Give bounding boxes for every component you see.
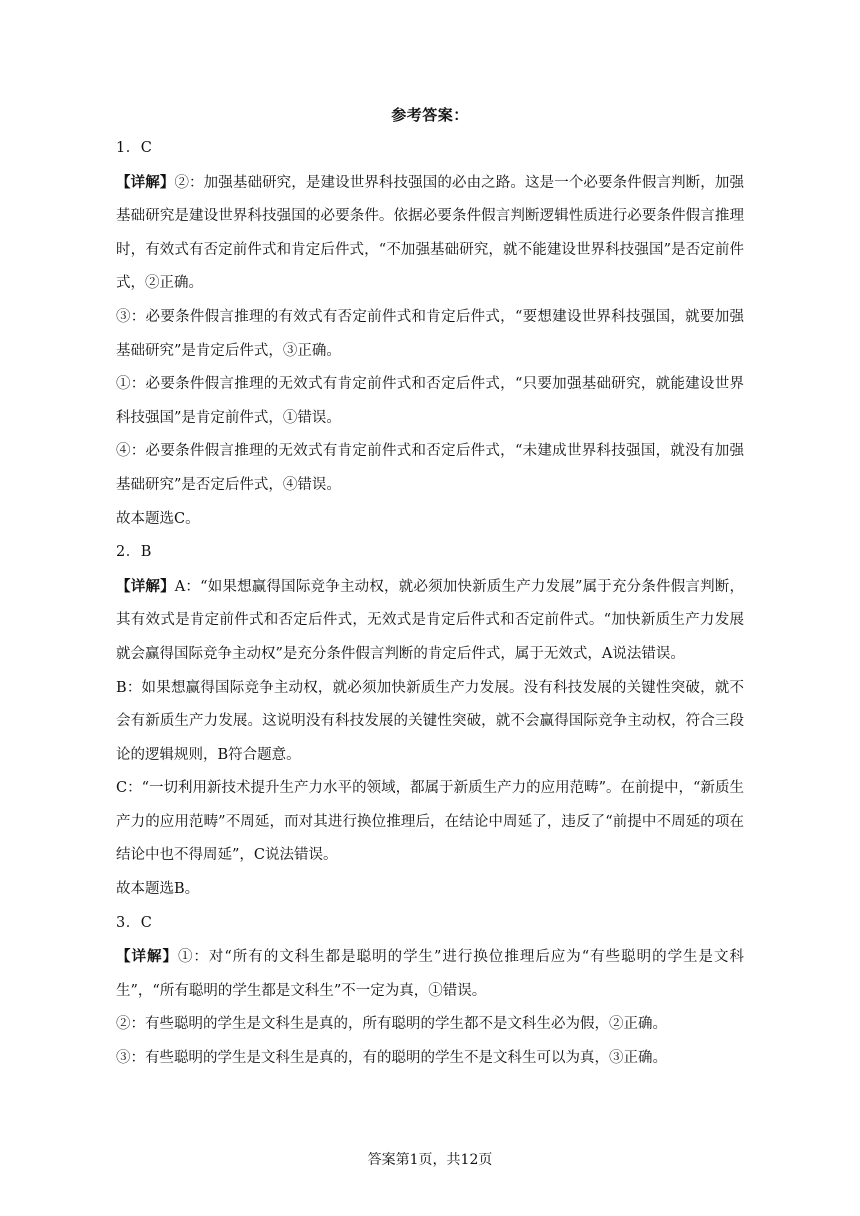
explanation-paragraph: ②：有些聪明的学生是文科生是真的，所有聪明的学生都不是文科生必为假，②正确。 xyxy=(116,1016,667,1033)
explanation-text: ②：加强基础研究，是建设世界科技强国的必由之路。这是一个必要条件假言判断，加强基础研究是建设世界科技强国的必要条件。依据必要条件假言判断逻辑性质进行必要条件假言推理时，有效式有否定前件式和肯定后件式，“不加强基础研究，就不能建设世界科技强国”是否定前件式，②正确。 xyxy=(116,174,745,292)
question-number: 2．B xyxy=(116,544,152,561)
conclusion-paragraph: 故本题选B。 xyxy=(116,881,200,898)
page-footer: 答案第1页，共12页 xyxy=(367,1152,493,1168)
explanation-paragraph: C：“一切利用新技术提升生产力水平的领域，都属于新质生产力的应用范畴”。在前提中，“新质生产力的应用范畴”不周延，而对其进行换位推理后，在结论中周延了，违反了“前提中不周延的项在结论中也不得周延”，C说法错误。 xyxy=(116,780,744,864)
question-number: 3．C xyxy=(116,914,153,931)
explanation-paragraph: ④：必要条件假言推理的无效式有肯定前件式和否定后件式，“未建成世界科技强国，就没有加强基础研究”是否定后件式，④错误。 xyxy=(116,443,744,493)
explanation-paragraph: B：如果想赢得国际竞争主动权，就必须加快新质生产力发展。没有科技发展的关键性突破，就不会有新质生产力发展。这说明没有科技发展的关键性突破，就不会赢得国际竞争主动权，符合三段论的逻辑规则，B符合题意。 xyxy=(116,679,744,763)
explanation-label: 【详解】 xyxy=(116,173,175,191)
explanation-text: A：“如果想赢得国际竞争主动权，就必须加快新质生产力发展”属于充分条件假言判断，其有效式是肯定前件式和否定后件式，无效式是肯定后件式和否定前件式。“加快新质生产力发展就会赢得国际竞争主动权”是充分条件假言判断的肯定后件式，属于无效式，A说法错误。 xyxy=(116,578,744,662)
conclusion-paragraph: 故本题选C。 xyxy=(116,510,200,527)
page-title: 参考答案： xyxy=(391,106,469,124)
question-number: 1．C xyxy=(116,140,153,156)
explanation-label: 【详解】 xyxy=(116,577,175,595)
explanation-paragraph xyxy=(116,166,744,301)
explanation-paragraph: ③：有些聪明的学生是文科生是真的，有的聪明的学生不是文科生可以为真，③正确。 xyxy=(116,1050,667,1067)
explanation-paragraph: ③：必要条件假言推理的有效式有否定前件式和肯定后件式，“要想建设世界科技强国，就要加强基础研究”是肯定后件式，③正确。 xyxy=(116,308,744,359)
explanation-paragraph: ①：必要条件假言推理的无效式有肯定前件式和否定后件式，“只要加强基础研究，就能建设世界科技强国”是肯定前件式，①错误。 xyxy=(116,376,744,426)
explanation-text: ①：对“所有的文科生都是聪明的学生”进行换位推理后应为“有些聪明的学生是文科生”，“所有聪明的学生都是文科生”不一定为真，①错误。 xyxy=(116,949,744,999)
answer-body xyxy=(116,132,744,1076)
explanation-label: 【详解】 xyxy=(116,948,178,966)
explanation-paragraph xyxy=(116,940,744,1008)
explanation-paragraph xyxy=(116,570,744,672)
